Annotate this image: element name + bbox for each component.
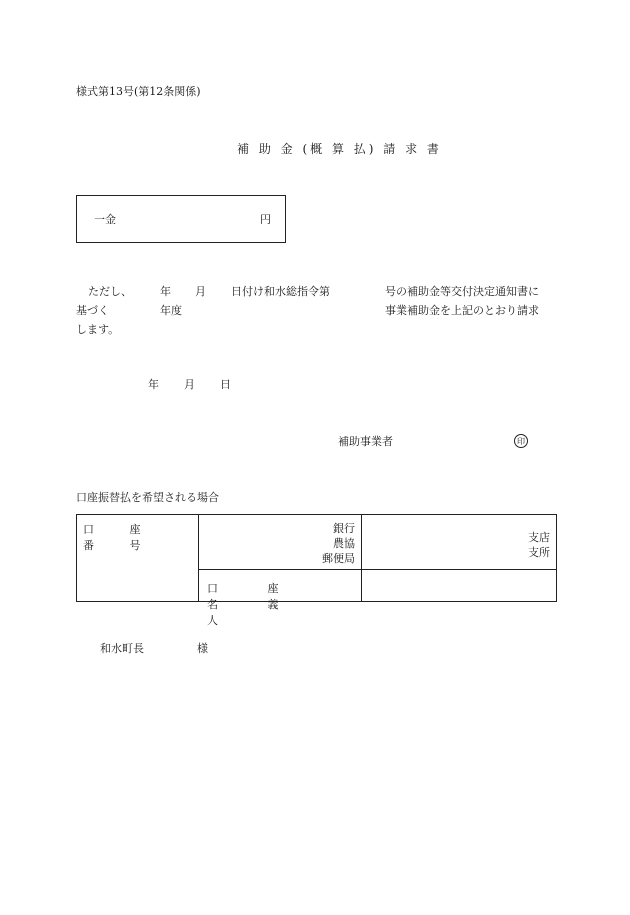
bank-type-post: 郵便局 [322,552,355,565]
amount-prefix: 一金 [94,213,116,226]
body-month: 月 [195,285,206,298]
bank-section-heading: 口座振替払を希望される場合 [76,491,219,504]
branch-cell [362,515,557,570]
body-dated: 日付け和水総指令第 [231,285,330,298]
document-title: 補 助 金 (概 算 払) 請 求 書 [237,142,442,156]
addressee-honorific: 様 [197,642,208,655]
body-fiscal-year: 年度 [160,304,182,317]
applicant-label: 補助事業者 [338,435,393,448]
account-number-label: 口 座 番 号 [83,523,157,552]
branch-type-office: 支所 [528,546,550,559]
date-month: 月 [184,378,195,391]
branch-type-branch: 支店 [528,531,550,544]
addressee-name: 和水町長 [100,642,144,655]
amount-unit: 円 [260,213,271,226]
amount-box [76,195,286,243]
date-year: 年 [148,378,159,391]
bank-name-cell [199,515,362,570]
account-holder-value-cell [362,570,557,602]
account-number-cell [77,515,199,602]
seal-mark: 印 [514,434,528,448]
bank-type-list [322,521,355,566]
form-number: 様式第13号(第12条関係) [76,85,201,98]
account-holder-label: 口 座 名 義 人 [207,582,302,627]
body-year: 年 [160,285,171,298]
bank-type-bank: 銀行 [333,522,355,535]
date-day: 日 [220,378,231,391]
body-notice: 号の補助金等交付決定通知書に [385,285,539,298]
bank-account-table [76,514,557,627]
body-based: 基づく [76,304,109,317]
bank-type-agri: 農協 [333,537,355,550]
branch-type-list [528,530,550,560]
body-closing: します。 [76,323,120,336]
account-holder-label-cell [199,570,362,627]
body-lead: ただし、 [88,285,132,298]
body-project: 事業補助金を上記のとおり請求 [385,304,539,317]
